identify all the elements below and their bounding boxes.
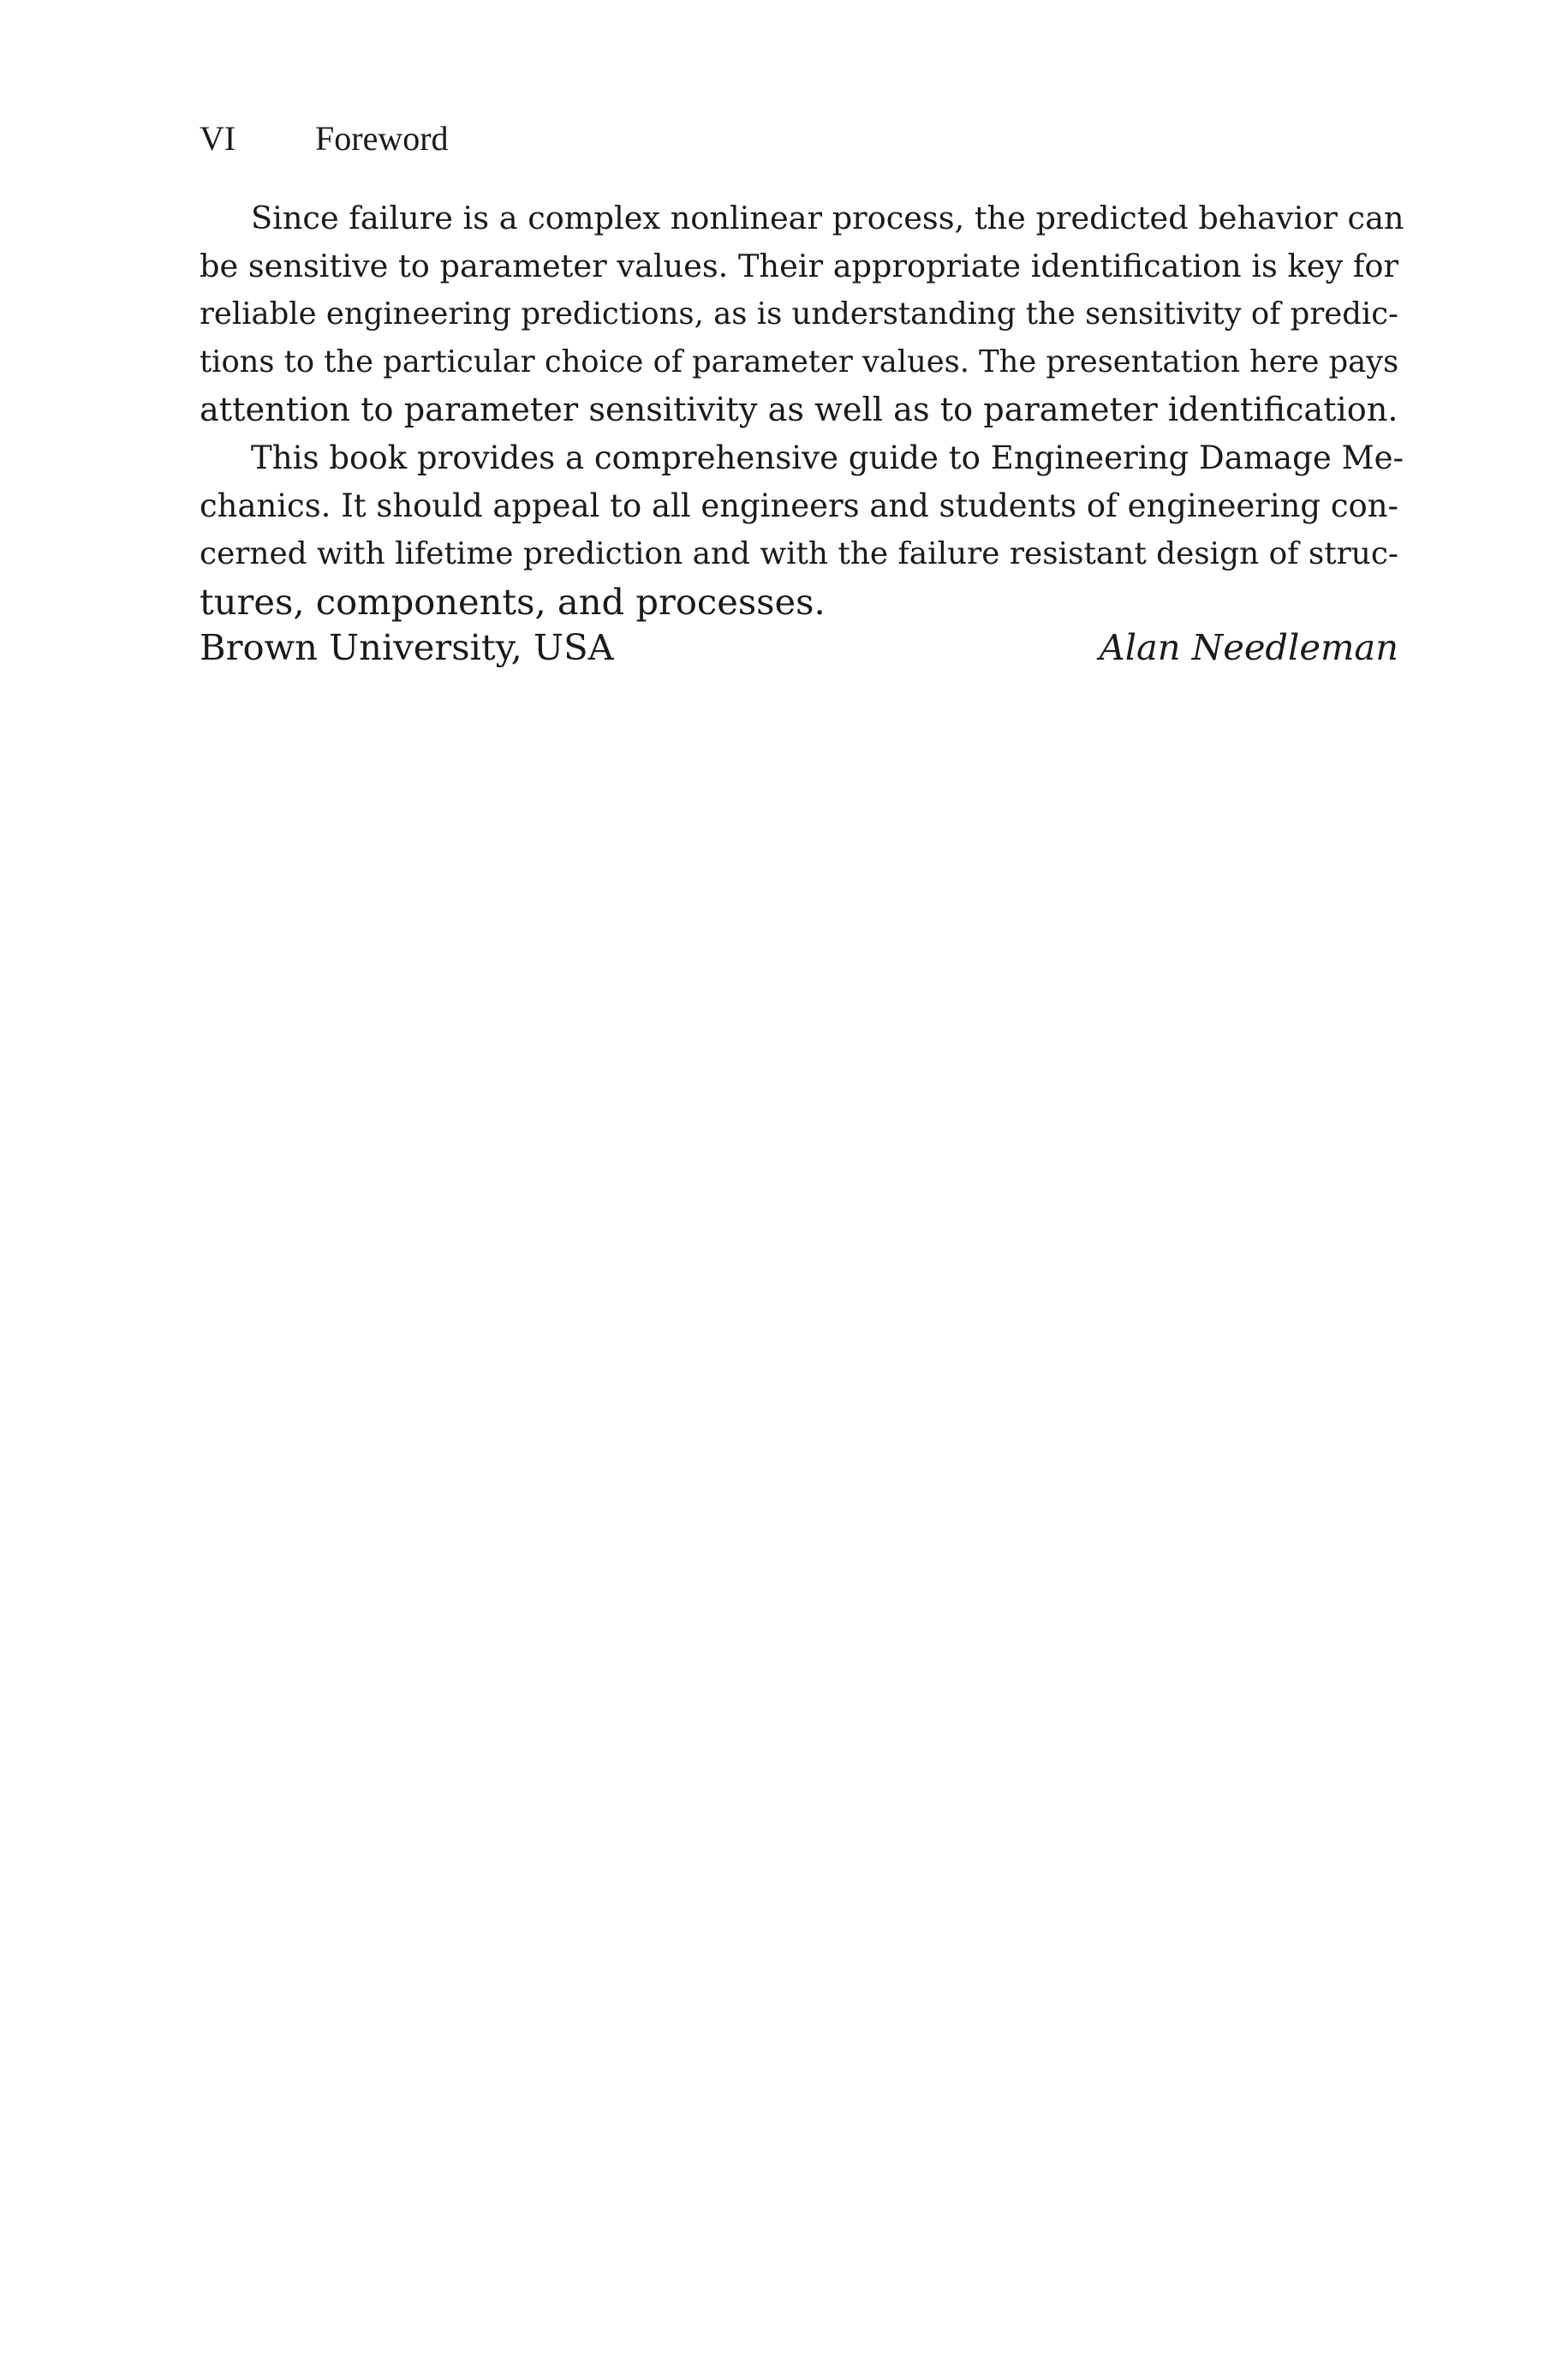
author-name: Alan Needleman: [1099, 626, 1398, 668]
running-title: Foreword: [315, 119, 449, 158]
text-line: This book provides a comprehensive guide to Engineering Damage Me-: [251, 439, 1404, 476]
body-text: [200, 194, 1404, 626]
affiliation: Brown University, USA: [200, 626, 614, 668]
text-line: cerned with lifetime prediction and with the failure resistant design of struc-: [200, 536, 1398, 571]
signature-block: [200, 624, 1398, 672]
page-header: [200, 113, 1398, 164]
text-line: tions to the particular choice of parameter values. The presentation here pays: [200, 344, 1399, 379]
text-line: reliable engineering predictions, as is understanding the sensitivity of predic-: [200, 296, 1398, 332]
paragraph-1: [200, 194, 1404, 434]
text-line: be sensitive to parameter values. Their appropriate identification is key for: [200, 248, 1398, 284]
text-line: Since failure is a complex nonlinear process, the predicted behavior can: [251, 200, 1404, 236]
text-line: attention to parameter sensitivity as well as to parameter identification.: [200, 391, 1398, 429]
page-number: VI: [200, 119, 236, 158]
text-line: tures, components, and processes.: [200, 581, 826, 623]
text-line: chanics. It should appeal to all engineers and students of engineering con-: [200, 487, 1398, 524]
paragraph-2: [200, 434, 1404, 626]
